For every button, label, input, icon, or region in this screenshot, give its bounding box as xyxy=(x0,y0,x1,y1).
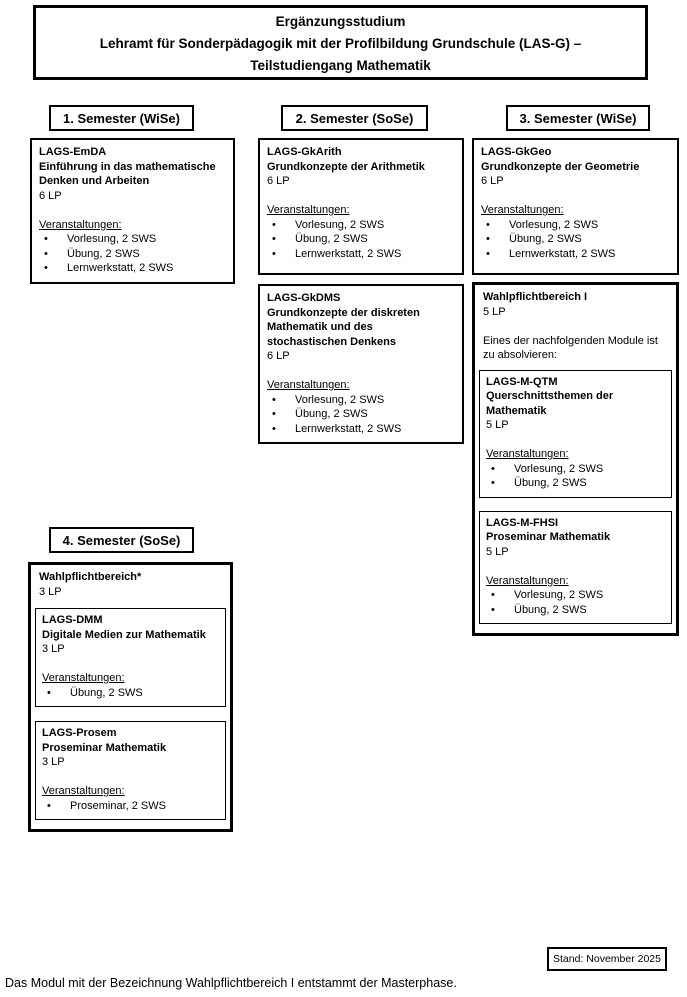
module-lags-emda xyxy=(30,138,235,284)
course-list xyxy=(486,462,665,491)
course-item: • Übung, 2 SWS xyxy=(267,232,455,247)
module-lags-dmm xyxy=(35,608,226,707)
module-lags-gkarith xyxy=(258,138,464,275)
stand-date-box: Stand: November 2025 xyxy=(547,947,667,971)
course-item: • Übung, 2 SWS xyxy=(267,407,455,422)
course-item: • Vorlesung, 2 SWS xyxy=(267,218,455,233)
veranstaltungen-label: Veranstaltungen: xyxy=(486,448,569,460)
course-item: • Übung, 2 SWS xyxy=(486,603,665,618)
veranstaltungen-label: Veranstaltungen: xyxy=(42,672,125,684)
module-credits: 5 LP xyxy=(486,545,509,558)
page-title-line-1: Ergänzungsstudium xyxy=(275,14,406,29)
module-code: LAGS-GkDMS xyxy=(267,292,341,304)
course-item: • Lernwerkstatt, 2 SWS xyxy=(267,422,455,437)
course-item: • Vorlesung, 2 SWS xyxy=(486,588,665,603)
module-lags-m-qtm xyxy=(479,370,672,498)
veranstaltungen-label: Veranstaltungen: xyxy=(39,218,122,231)
module-lags-m-fhsi xyxy=(479,511,672,625)
block-credits: 5 LP xyxy=(483,305,506,318)
course-item: • Vorlesung, 2 SWS xyxy=(39,232,226,247)
module-credits: 6 LP xyxy=(267,175,290,187)
block-title: Wahlpflichtbereich* xyxy=(39,571,142,583)
module-title: Proseminar Mathematik xyxy=(486,531,611,543)
course-item: • Proseminar, 2 SWS xyxy=(42,799,219,814)
course-list xyxy=(39,232,226,276)
course-list xyxy=(42,799,219,814)
page-title-line-2: Lehramt für Sonderpädagogik mit der Profilbildung Grundschule (LAS-G) – xyxy=(99,36,582,51)
module-credits: 5 LP xyxy=(486,419,509,431)
module-code: LAGS-EmDA xyxy=(39,146,107,158)
module-title: Querschnittsthemen der Mathematik xyxy=(486,390,614,417)
course-item: • Lernwerkstatt, 2 SWS xyxy=(267,247,455,262)
module-title: Einführung in das mathematische Denken und Arbeiten xyxy=(39,160,216,187)
wahlpflichtbereich-1-block xyxy=(472,282,679,636)
module-code: LAGS-M-QTM xyxy=(486,375,558,388)
course-item: • Lernwerkstatt, 2 SWS xyxy=(481,247,670,262)
semester-2-header: 2. Semester (SoSe) xyxy=(281,105,428,131)
course-item: • Vorlesung, 2 SWS xyxy=(267,393,455,408)
module-title: Proseminar Mathematik xyxy=(42,741,167,754)
module-credits: 6 LP xyxy=(39,189,62,202)
module-title: Grundkonzepte der diskreten Mathematik und des stochastischen Denkens xyxy=(267,306,420,348)
module-lags-gkgeo xyxy=(472,138,679,275)
wahlpflichtbereich-1-head xyxy=(479,290,672,363)
veranstaltungen-label: Veranstaltungen: xyxy=(267,204,350,216)
course-list xyxy=(267,218,455,262)
module-code: LAGS-GkGeo xyxy=(481,146,552,158)
module-credits: 3 LP xyxy=(42,756,65,768)
semester-3-header: 3. Semester (WiSe) xyxy=(506,105,650,131)
veranstaltungen-label: Veranstaltungen: xyxy=(267,379,350,391)
page-title xyxy=(33,5,648,80)
semester-4-header: 4. Semester (SoSe) xyxy=(49,527,194,553)
semester-1-header: 1. Semester (WiSe) xyxy=(49,105,194,131)
course-item: • Vorlesung, 2 SWS xyxy=(481,218,670,233)
module-credits: 3 LP xyxy=(42,643,65,655)
module-lags-gkdms xyxy=(258,284,464,444)
footer-note: Das Modul mit der Bezeichnung Wahlpflichtbereich I entstammt der Masterphase. xyxy=(5,976,457,990)
course-item: • Übung, 2 SWS xyxy=(39,247,226,262)
course-list xyxy=(486,588,665,617)
course-list xyxy=(481,218,670,262)
block-title: Wahlpflichtbereich I xyxy=(483,291,588,303)
course-list xyxy=(267,393,455,437)
module-credits: 6 LP xyxy=(267,350,290,362)
module-code: LAGS-Prosem xyxy=(42,727,117,739)
page-title-line-3: Teilstudiengang Mathematik xyxy=(250,58,431,73)
module-title: Grundkonzepte der Arithmetik xyxy=(267,160,425,173)
module-code: LAGS-GkArith xyxy=(267,146,342,158)
block-credits: 3 LP xyxy=(39,585,62,598)
block-note: Eines der nachfolgenden Module ist zu absolvieren: xyxy=(483,334,658,361)
course-item: • Lernwerkstatt, 2 SWS xyxy=(39,261,226,276)
module-title: Digitale Medien zur Mathematik xyxy=(42,628,206,641)
course-item: • Übung, 2 SWS xyxy=(481,232,670,247)
module-code: LAGS-M-FHSI xyxy=(486,516,559,529)
course-item: • Übung, 2 SWS xyxy=(486,476,665,491)
course-item: • Vorlesung, 2 SWS xyxy=(486,462,665,477)
veranstaltungen-label: Veranstaltungen: xyxy=(486,574,569,587)
veranstaltungen-label: Veranstaltungen: xyxy=(481,204,564,216)
module-title: Grundkonzepte der Geometrie xyxy=(481,160,640,173)
wahlpflichtbereich-4-head xyxy=(35,570,226,599)
veranstaltungen-label: Veranstaltungen: xyxy=(42,785,125,797)
course-list xyxy=(42,686,219,701)
module-code: LAGS-DMM xyxy=(42,614,103,626)
module-credits: 6 LP xyxy=(481,175,504,187)
module-lags-prosem xyxy=(35,721,226,820)
course-item: • Übung, 2 SWS xyxy=(42,686,219,701)
wahlpflichtbereich-4-block xyxy=(28,562,233,832)
